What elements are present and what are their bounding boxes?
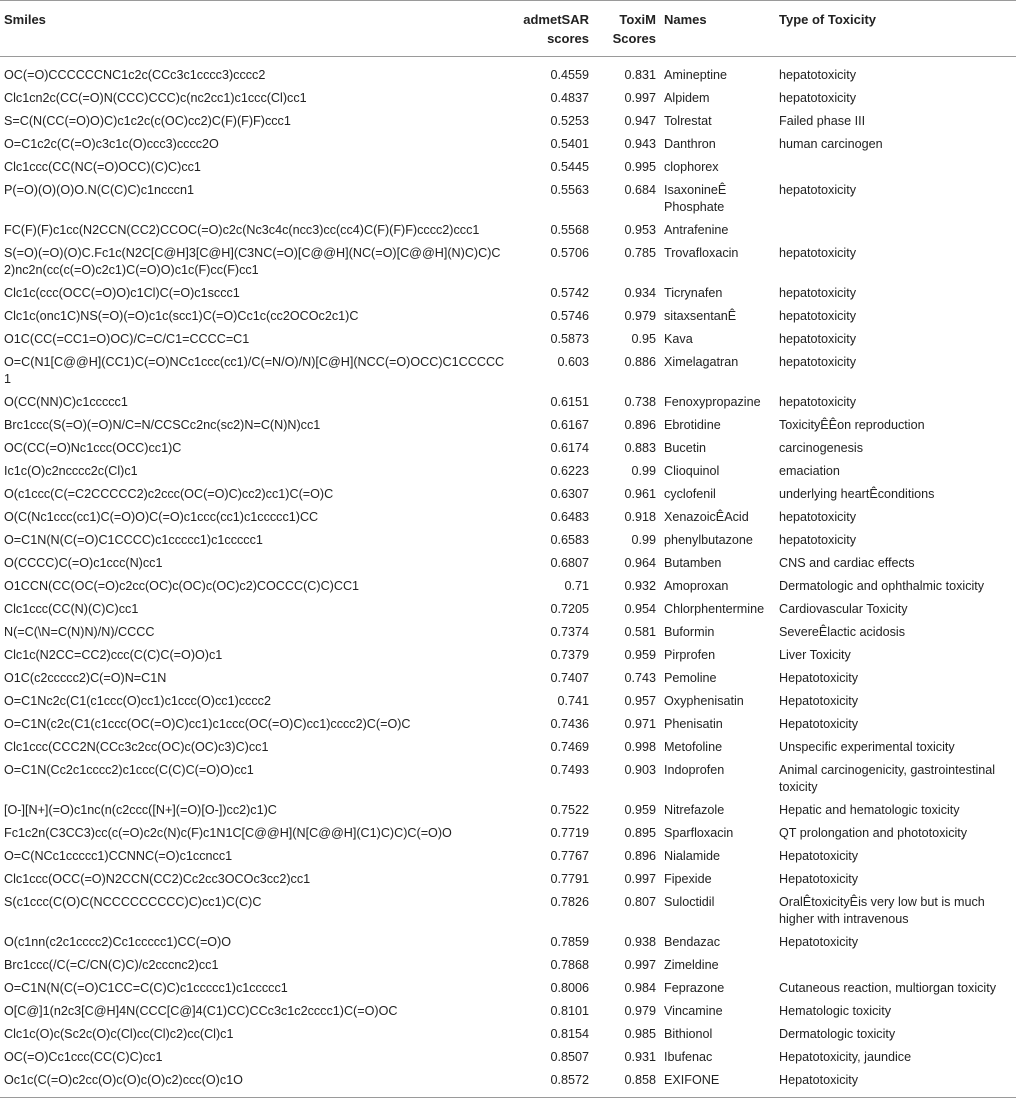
cell-toxim-score: 0.997	[624, 91, 656, 105]
cell-toxim-score: 0.979	[624, 309, 656, 323]
cell-toxicity-type	[775, 954, 1016, 977]
cell-admetsar-score: 0.7826	[550, 895, 589, 909]
cell-admetsar-score: 0.6174	[550, 441, 589, 455]
cell-admetsar-score: 0.71	[564, 579, 589, 593]
cell-toxim-score: 0.985	[624, 1027, 656, 1041]
cell-toxicity-type: Unspecific experimental toxicity	[779, 740, 955, 754]
header-row	[0, 1, 1016, 57]
table-row	[0, 351, 1016, 391]
table-row	[0, 1069, 1016, 1098]
cell-toxim-score: 0.932	[624, 579, 656, 593]
cell-name: Ticrynafen	[664, 286, 723, 300]
cell-admetsar-score: 0.8006	[550, 981, 589, 995]
cell-toxim-score: 0.807	[624, 895, 656, 909]
cell-name: Oxyphenisatin	[664, 694, 744, 708]
cell-name: Phenisatin	[664, 717, 723, 731]
cell-toxicity-type: Failed phase III	[779, 114, 866, 128]
cell-toxicity-type: hepatotoxicity	[779, 68, 857, 82]
cell-toxicity-type: CNS and cardiac effects	[779, 556, 915, 570]
cell-admetsar-score: 0.8507	[550, 1050, 589, 1064]
cell-name: Ibufenac	[664, 1050, 713, 1064]
cell-smiles: O=C1N(c2c(C1(c1ccc(OC(=O)C)cc1)c1ccc(OC(=O)C)cc1)cccc2)C(=O)C	[4, 717, 411, 731]
cell-admetsar-score: 0.6483	[550, 510, 589, 524]
cell-name: Butamben	[664, 556, 722, 570]
cell-smiles: O(C(Nc1ccc(cc1)C(=O)O)C(=O)c1ccc(cc1)c1ccccc1)CC	[4, 510, 319, 524]
cell-admetsar-score: 0.6307	[550, 487, 589, 501]
cell-toxim-score: 0.886	[624, 355, 656, 369]
cell-name: Amineptine	[664, 68, 728, 82]
cell-admetsar-score: 0.5746	[550, 309, 589, 323]
table-row	[0, 1023, 1016, 1046]
table-row	[0, 977, 1016, 1000]
cell-name: clophorex	[664, 160, 719, 174]
cell-name: Antrafenine	[664, 223, 729, 237]
cell-smiles: O=C1N(N(C(=O)C1CC=C(C)C)c1ccccc1)c1ccccc1	[4, 981, 288, 995]
table-row	[0, 891, 1016, 931]
cell-name: Nitrefazole	[664, 803, 725, 817]
cell-toxicity-type: hepatotoxicity	[779, 91, 857, 105]
table-row	[0, 529, 1016, 552]
cell-smiles: Clc1c(O)c(Sc2c(O)c(Cl)cc(Cl)c2)cc(Cl)c1	[4, 1027, 234, 1041]
cell-toxicity-type: Hepatotoxicity	[775, 1069, 1016, 1098]
table-row	[0, 156, 1016, 179]
cell-toxim-score: 0.998	[624, 740, 656, 754]
table-row	[0, 57, 1016, 88]
cell-admetsar-score: 0.5742	[550, 286, 589, 300]
cell-admetsar-score: 0.4559	[550, 68, 589, 82]
cell-toxicity-type: hepatotoxicity	[779, 332, 857, 346]
cell-smiles: O=C1N(N(C(=O)C1CCCC)c1ccccc1)c1ccccc1	[4, 533, 263, 547]
cell-smiles: O1CCN(CC(OC(=O)c2cc(OC)c(OC)c(OC)c2)COCCC(C)C)CC1	[4, 579, 360, 593]
cell-name: Chlorphentermine	[664, 602, 765, 616]
cell-name: Metofoline	[664, 740, 723, 754]
cell-toxim-score: 0.684	[624, 183, 656, 197]
table-row	[0, 552, 1016, 575]
cell-smiles: Clc1ccc(CC(NC(=O)OCC)(C)C)cc1	[4, 160, 201, 174]
cell-admetsar-score: 0.7859	[550, 935, 589, 949]
header-toxim-scores: ToxiM Scores	[593, 1, 660, 57]
cell-smiles: Clc1c(onc1C)NS(=O)(=O)c1c(scc1)C(=O)Cc1c(cc2OCOc2c1)C	[4, 309, 359, 323]
cell-toxicity-type: Hepatotoxicity	[779, 849, 859, 863]
cell-admetsar-score: 0.603	[557, 355, 589, 369]
cell-name: Pirprofen	[664, 648, 716, 662]
cell-admetsar-score: 0.8154	[550, 1027, 589, 1041]
cell-toxim-score: 0.995	[624, 160, 656, 174]
cell-name: Nialamide	[664, 849, 720, 863]
cell-toxim-score: 0.918	[624, 510, 656, 524]
cell-toxim-score: 0.964	[624, 556, 656, 570]
cell-smiles: Clc1cn2c(CC(=O)N(CCC)CCC)c(nc2cc1)c1ccc(Cl)cc1	[4, 91, 307, 105]
table-row	[0, 414, 1016, 437]
cell-smiles: Oc1c(C(=O)c2cc(O)c(O)c(O)c2)ccc(O)c1O	[0, 1069, 513, 1098]
cell-smiles: Fc1c2n(C3CC3)cc(c(=O)c2c(N)c(F)c1N1C[C@@H](N[C@@H](C1)C)C)C(=O)O	[4, 826, 452, 840]
cell-toxim-score: 0.931	[624, 1050, 656, 1064]
cell-name: Buformin	[664, 625, 715, 639]
cell-name: Bucetin	[664, 441, 707, 455]
table-row	[0, 690, 1016, 713]
cell-smiles: FC(F)(F)c1cc(N2CCN(CC2)CCOC(=O)c2c(Nc3c4c(ncc3)cc(cc4)C(F)(F)F)cccc2)ccc1	[4, 223, 480, 237]
table-row	[0, 954, 1016, 977]
table-row	[0, 1000, 1016, 1023]
table-row	[0, 483, 1016, 506]
cell-toxim-score: 0.581	[624, 625, 656, 639]
table-row	[0, 868, 1016, 891]
table-row	[0, 242, 1016, 282]
cell-smiles: OC(=O)CCCCCCNC1c2c(CCc3c1cccc3)cccc2	[4, 68, 266, 82]
cell-name: Clioquinol	[664, 464, 720, 478]
cell-smiles: O(CC(NN)C)c1ccccc1	[4, 395, 128, 409]
cell-toxim-score: 0.896	[624, 849, 656, 863]
cell-toxicity-type: hepatotoxicity	[779, 246, 857, 260]
cell-toxim-score: 0.954	[624, 602, 656, 616]
cell-admetsar-score: 0.7407	[550, 671, 589, 685]
table-row	[0, 822, 1016, 845]
cell-smiles: S(=O)(=O)(O)C.Fc1c(N2C[C@H]3[C@H](C3NC(=O)[C@@H](NC(=O)[C@@H](N)C)C)C2)nc2n(cc(c(=O)c2c1)C(=O)O)c1c(F)cc(F)cc1	[4, 246, 501, 277]
cell-toxim-score: 0.743	[624, 671, 656, 685]
cell-admetsar-score: 0.5706	[550, 246, 589, 260]
header-smiles: Smiles	[0, 1, 513, 57]
table-row	[0, 575, 1016, 598]
cell-name: Indoprofen	[664, 763, 725, 777]
cell-toxim-score: 0.957	[624, 694, 656, 708]
cell-admetsar-score: 0.5253	[550, 114, 589, 128]
table-row	[0, 506, 1016, 529]
cell-toxicity-type: hepatotoxicity	[779, 286, 857, 300]
cell-name: Trovafloxacin	[664, 246, 739, 260]
cell-toxicity-type: Dermatologic and ophthalmic toxicity	[779, 579, 985, 593]
cell-smiles: O1C(CC(=CC1=O)OC)/C=C/C1=CCCC=C1	[4, 332, 250, 346]
cell-name: Amoproxan	[664, 579, 729, 593]
cell-smiles: S(c1ccc(C(O)C(NCCCCCCCCC)C)cc1)C(C)C	[4, 895, 262, 909]
header-admetsar-scores: admetSAR scores	[513, 1, 593, 57]
cell-smiles: S=C(N(CC(=O)O)C)c1c2c(c(OC)cc2)C(F)(F)F)ccc1	[4, 114, 291, 128]
cell-name: Alpidem	[664, 91, 710, 105]
cell-toxim-score: 0.99	[631, 533, 656, 547]
table-row	[0, 437, 1016, 460]
cell-admetsar-score: 0.7868	[550, 958, 589, 972]
cell-name: Vincamine	[664, 1004, 723, 1018]
cell-name: Zimeldine	[664, 958, 719, 972]
cell-toxim-score: 0.979	[624, 1004, 656, 1018]
cell-smiles: O=C1N(Cc2c1cccc2)c1ccc(C(C)C(=O)O)cc1	[4, 763, 254, 777]
cell-toxicity-type: OralÊtoxicityÊis very low but is much higher with intravenous	[779, 895, 985, 926]
cell-admetsar-score: 0.7379	[550, 648, 589, 662]
table-row	[0, 460, 1016, 483]
cell-admetsar-score: 0.5873	[550, 332, 589, 346]
cell-smiles: OC(CC(=O)Nc1ccc(OCC)cc1)C	[4, 441, 182, 455]
cell-name: Danthron	[664, 137, 716, 151]
cell-admetsar-score: 0.6583	[550, 533, 589, 547]
cell-toxicity-type: Hepatotoxicity	[779, 717, 859, 731]
cell-admetsar-score: 0.7469	[550, 740, 589, 754]
cell-admetsar-score: 0.7719	[550, 826, 589, 840]
cell-admetsar-score: 0.7493	[550, 763, 589, 777]
table-row	[0, 179, 1016, 219]
table-row	[0, 110, 1016, 133]
table-row	[0, 644, 1016, 667]
cell-toxim-score: 0.99	[631, 464, 656, 478]
cell-toxim-score: 0.95	[631, 332, 656, 346]
cell-admetsar-score: 0.7436	[550, 717, 589, 731]
cell-name: phenylbutazone	[664, 533, 753, 547]
cell-toxicity-type: Liver Toxicity	[779, 648, 851, 662]
table-row	[0, 305, 1016, 328]
cell-toxim-score: 0.984	[624, 981, 656, 995]
cell-smiles: O1C(c2ccccc2)C(=O)N=C1N	[4, 671, 167, 685]
cell-admetsar-score: 0.5563	[550, 183, 589, 197]
cell-toxicity-type: Dermatologic toxicity	[779, 1027, 896, 1041]
cell-admetsar-score: 0.7205	[550, 602, 589, 616]
table-row	[0, 759, 1016, 799]
cell-name: Bendazac	[664, 935, 721, 949]
cell-toxicity-type: Animal carcinogenicity, gastrointestinal toxicity	[779, 763, 996, 794]
cell-toxicity-type: Hematologic toxicity	[779, 1004, 891, 1018]
cell-smiles: Clc1c(ccc(OCC(=O)O)c1Cl)C(=O)c1sccc1	[4, 286, 240, 300]
table-row	[0, 328, 1016, 351]
table-row	[0, 219, 1016, 242]
cell-toxim-score: 0.953	[624, 223, 656, 237]
cell-name: Kava	[664, 332, 693, 346]
cell-name: Ebrotidine	[664, 418, 721, 432]
cell-name: Ximelagatran	[664, 355, 739, 369]
cell-toxim-score: 0.938	[624, 935, 656, 949]
cell-toxim-score: 0.895	[624, 826, 656, 840]
cell-name: Fipexide	[664, 872, 712, 886]
cell-name: Feprazone	[664, 981, 725, 995]
cell-smiles: O=C1c2c(C(=O)c3c1c(O)ccc3)cccc2O	[4, 137, 219, 151]
cell-smiles: P(=O)(O)(O)O.N(C(C)C)c1ncccn1	[4, 183, 194, 197]
cell-toxim-score: 0.959	[624, 648, 656, 662]
table-row	[0, 598, 1016, 621]
cell-toxim-score: 0.903	[624, 763, 656, 777]
table-row	[0, 87, 1016, 110]
cell-name: cyclofenil	[664, 487, 716, 501]
cell-admetsar-score: 0.6223	[550, 464, 589, 478]
cell-name: Sparfloxacin	[664, 826, 734, 840]
cell-toxim-score: 0.971	[624, 717, 656, 731]
cell-toxicity-type: hepatotoxicity	[779, 533, 857, 547]
cell-name: Suloctidil	[664, 895, 715, 909]
cell-toxim-score: 0.947	[624, 114, 656, 128]
cell-admetsar-score: 0.6167	[550, 418, 589, 432]
table-body	[0, 57, 1016, 1098]
cell-admetsar-score: 0.6807	[550, 556, 589, 570]
cell-toxicity-type: hepatotoxicity	[779, 395, 857, 409]
table-row	[0, 931, 1016, 954]
cell-toxicity-type: QT prolongation and phototoxicity	[779, 826, 968, 840]
cell-smiles: Clc1c(N2CC=CC2)ccc(C(C)C(=O)O)c1	[4, 648, 223, 662]
cell-name: IsaxonineÊ Phosphate	[664, 183, 727, 214]
cell-smiles: O=C(NCc1ccccc1)CCNNC(=O)c1ccncc1	[4, 849, 233, 863]
cell-admetsar-score: 0.7522	[550, 803, 589, 817]
cell-name: XenazoicÊAcid	[664, 510, 749, 524]
cell-smiles: O(c1ccc(C(=C2CCCCC2)c2ccc(OC(=O)C)cc2)cc1)C(=O)C	[4, 487, 334, 501]
cell-toxicity-type: carcinogenesis	[779, 441, 864, 455]
table-row	[0, 391, 1016, 414]
cell-toxicity-type: ToxicityÊÊon reproduction	[779, 418, 925, 432]
cell-toxicity-type: Hepatotoxicity	[779, 935, 859, 949]
table-row	[0, 713, 1016, 736]
cell-toxicity-type: emaciation	[779, 464, 840, 478]
cell-smiles: O=C(N1[C@@H](CC1)C(=O)NCc1ccc(cc1)/C(=N/O)/N)[C@H](NCC(=O)OCC)C1CCCCC1	[4, 355, 505, 386]
cell-toxim-score: 0.997	[624, 872, 656, 886]
cell-toxim-score: 0.961	[624, 487, 656, 501]
cell-admetsar-score: 0.7374	[550, 625, 589, 639]
table-row	[0, 1046, 1016, 1069]
cell-toxim-score: 0.943	[624, 137, 656, 151]
cell-toxicity-type: Hepatotoxicity	[779, 671, 859, 685]
table-row	[0, 736, 1016, 759]
cell-smiles: O(c1nn(c2c1cccc2)Cc1ccccc1)CC(=O)O	[4, 935, 232, 949]
cell-smiles: Brc1ccc(S(=O)(=O)N/C=N/CCSCc2nc(sc2)N=C(N)N)cc1	[4, 418, 321, 432]
table-row	[0, 282, 1016, 305]
cell-name: Pemoline	[664, 671, 717, 685]
cell-name: Fenoxypropazine	[664, 395, 761, 409]
cell-toxim-score: 0.959	[624, 803, 656, 817]
cell-admetsar-score: 0.5401	[550, 137, 589, 151]
cell-admetsar-score: 0.741	[557, 694, 589, 708]
cell-toxicity-type: hepatotoxicity	[779, 510, 857, 524]
cell-toxim-score: 0.858	[593, 1069, 660, 1098]
cell-smiles: [O-][N+](=O)c1nc(n(c2ccc([N+](=O)[O-])cc2)c1)C	[4, 803, 277, 817]
cell-smiles: O=C1Nc2c(C1(c1ccc(O)cc1)c1ccc(O)cc1)cccc2	[4, 694, 271, 708]
cell-smiles: Ic1c(O)c2ncccc2c(Cl)c1	[4, 464, 138, 478]
cell-smiles: Brc1ccc(/C(=C/CN(C)C)/c2cccnc2)cc1	[4, 958, 219, 972]
cell-toxicity-type: SevereÊlactic acidosis	[779, 625, 905, 639]
cell-smiles: Clc1ccc(OCC(=O)N2CCN(CC2)Cc2cc3OCOc3cc2)cc1	[4, 872, 311, 886]
cell-toxim-score: 0.831	[624, 68, 656, 82]
cell-admetsar-score: 0.7767	[550, 849, 589, 863]
cell-admetsar-score: 0.4837	[550, 91, 589, 105]
table-row	[0, 799, 1016, 822]
cell-name: sitaxsentanÊ	[664, 309, 737, 323]
cell-toxicity-type: Hepatotoxicity, jaundice	[779, 1050, 912, 1064]
cell-admetsar-score: 0.5568	[550, 223, 589, 237]
cell-smiles: OC(=O)Cc1ccc(CC(C)C)cc1	[4, 1050, 163, 1064]
cell-name: EXIFONE	[660, 1069, 775, 1098]
cell-toxicity-type: underlying heartÊconditions	[779, 487, 935, 501]
cell-toxicity-type: hepatotoxicity	[779, 355, 857, 369]
table-row	[0, 845, 1016, 868]
table-row	[0, 621, 1016, 644]
cell-smiles: Clc1ccc(CC(N)(C)C)cc1	[4, 602, 139, 616]
cell-admetsar-score: 0.6151	[550, 395, 589, 409]
cell-toxicity-type: Cardiovascular Toxicity	[779, 602, 908, 616]
cell-admetsar-score: 0.7791	[550, 872, 589, 886]
cell-toxicity-type: hepatotoxicity	[779, 309, 857, 323]
cell-toxim-score: 0.896	[624, 418, 656, 432]
cell-smiles: O(CCCC)C(=O)c1ccc(N)cc1	[4, 556, 163, 570]
cell-smiles: O[C@]1(n2c3[C@H]4N(CCC[C@]4(C1)CC)CCc3c1c2cccc1)C(=O)OC	[4, 1004, 398, 1018]
cell-toxicity-type: Hepatotoxicity	[779, 694, 859, 708]
cell-toxicity-type	[775, 219, 1016, 242]
cell-admetsar-score: 0.5445	[550, 160, 589, 174]
table-row	[0, 133, 1016, 156]
table-header	[0, 1, 1016, 57]
cell-toxicity-type: Hepatotoxicity	[779, 872, 859, 886]
cell-toxicity-type: Cutaneous reaction, multiorgan toxicity	[779, 981, 997, 995]
cell-admetsar-score: 0.8101	[550, 1004, 589, 1018]
cell-toxim-score: 0.934	[624, 286, 656, 300]
table-row	[0, 667, 1016, 690]
cell-toxim-score: 0.785	[624, 246, 656, 260]
cell-toxicity-type: hepatotoxicity	[779, 183, 857, 197]
cell-name: Bithionol	[664, 1027, 713, 1041]
cell-toxim-score: 0.738	[624, 395, 656, 409]
cell-toxim-score: 0.997	[624, 958, 656, 972]
cell-smiles: Clc1ccc(CCC2N(CCc3c2cc(OC)c(OC)c3)C)cc1	[4, 740, 269, 754]
cell-toxicity-type: human carcinogen	[779, 137, 883, 151]
cell-name: Tolrestat	[664, 114, 712, 128]
header-type-of-toxicity: Type of Toxicity	[775, 1, 1016, 57]
cell-toxicity-type: Hepatic and hematologic toxicity	[779, 803, 960, 817]
cell-toxim-score: 0.883	[624, 441, 656, 455]
cell-admetsar-score: 0.8572	[513, 1069, 593, 1098]
cell-smiles: N(=C(\N=C(N)N)/N)/CCCC	[4, 625, 155, 639]
header-names: Names	[660, 1, 775, 57]
cell-toxicity-type	[775, 156, 1016, 179]
